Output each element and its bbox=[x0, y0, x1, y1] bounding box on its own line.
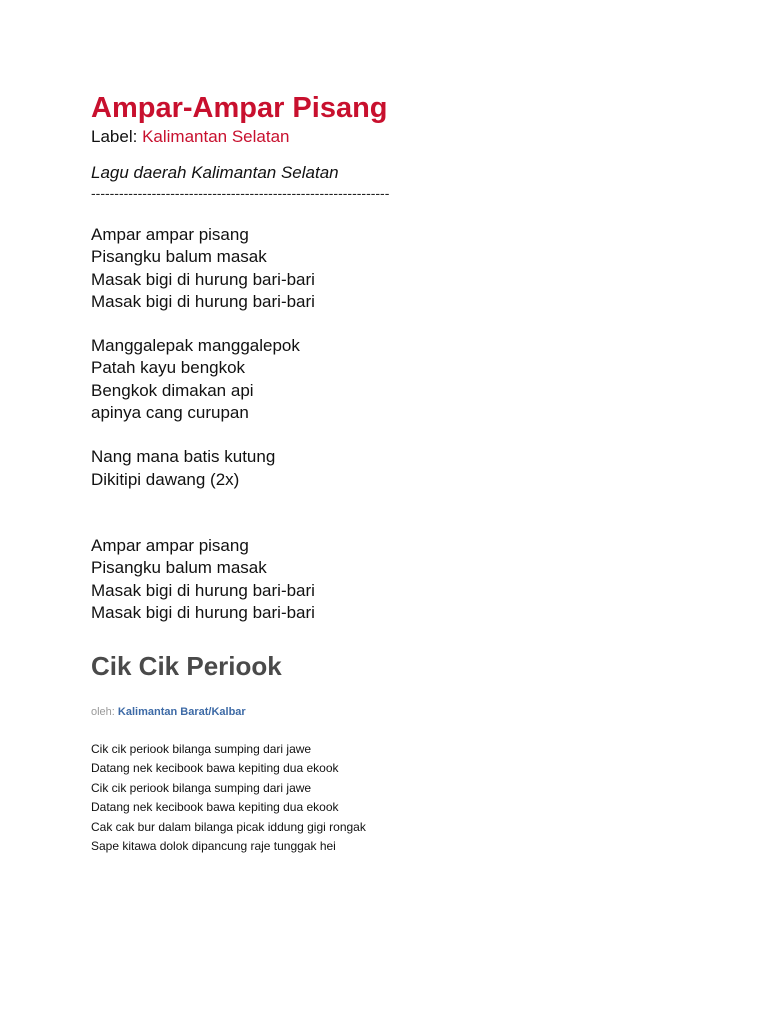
song-title-cik-cik-periook: Cik Cik Periook bbox=[91, 651, 282, 682]
author-link-kalbar[interactable]: Kalbar bbox=[211, 705, 246, 718]
dashed-divider: ---------------------------------------------------------------- bbox=[91, 185, 390, 201]
lyric-line: Bengkok dimakan api bbox=[91, 380, 254, 400]
stanza-3 bbox=[91, 446, 711, 491]
lyric-line: Ampar ampar pisang bbox=[91, 535, 249, 555]
stanza-1 bbox=[91, 224, 711, 313]
lyric-line: Nang mana batis kutung bbox=[91, 447, 276, 467]
lyric-line: Sape kitawa dolok dipancung raje tunggak hei bbox=[91, 839, 336, 854]
lyric-line: Patah kayu bengkok bbox=[91, 358, 246, 378]
lyric-line: Pisangku balum masak bbox=[91, 558, 267, 578]
label-line bbox=[91, 126, 711, 148]
lyric-line: Masak bigi di hurung bari-bari bbox=[91, 580, 315, 600]
song2-lyrics bbox=[91, 740, 711, 857]
lyric-line: Datang nek kecibook bawa kepiting dua ekook bbox=[91, 761, 339, 776]
author-link-kalimantan-barat[interactable]: Kalimantan Barat bbox=[117, 705, 209, 718]
song-title-ampar-ampar-pisang: Ampar-Ampar Pisang bbox=[91, 92, 388, 124]
author-separator: / bbox=[208, 705, 212, 718]
lyric-line: Masak bigi di hurung bari-bari bbox=[91, 269, 315, 289]
lyric-line: Cik cik periook bilanga sumping dari jawe bbox=[91, 741, 312, 756]
document-page bbox=[91, 90, 711, 857]
stanza-4 bbox=[91, 535, 711, 624]
lyric-line: Ampar ampar pisang bbox=[91, 225, 249, 244]
lyric-line: Datang nek kecibook bawa kepiting dua ekook bbox=[91, 800, 339, 815]
song-subtitle: Lagu daerah Kalimantan Selatan bbox=[91, 163, 339, 182]
byline bbox=[91, 704, 711, 720]
lyric-line: Manggalepak manggalepok bbox=[91, 336, 300, 356]
lyric-line: apinya cang curupan bbox=[91, 403, 249, 423]
lyric-line: Cak cak bur dalam bilanga picak iddung gigi rongak bbox=[91, 819, 366, 834]
byline-prefix: oleh: bbox=[91, 705, 115, 718]
label-prefix: Label: bbox=[91, 127, 138, 146]
lyric-line: Pisangku balum masak bbox=[91, 247, 267, 267]
lyric-line: Dikitipi dawang (2x) bbox=[91, 469, 240, 489]
lyric-line: Masak bigi di hurung bari-bari bbox=[91, 291, 315, 311]
lyric-line: Cik cik periook bilanga sumping dari jawe bbox=[91, 780, 312, 795]
label-link-kalimantan-selatan[interactable]: Kalimantan Selatan bbox=[142, 127, 290, 146]
stanza-2 bbox=[91, 335, 711, 424]
lyric-line: Masak bigi di hurung bari-bari bbox=[91, 602, 315, 622]
